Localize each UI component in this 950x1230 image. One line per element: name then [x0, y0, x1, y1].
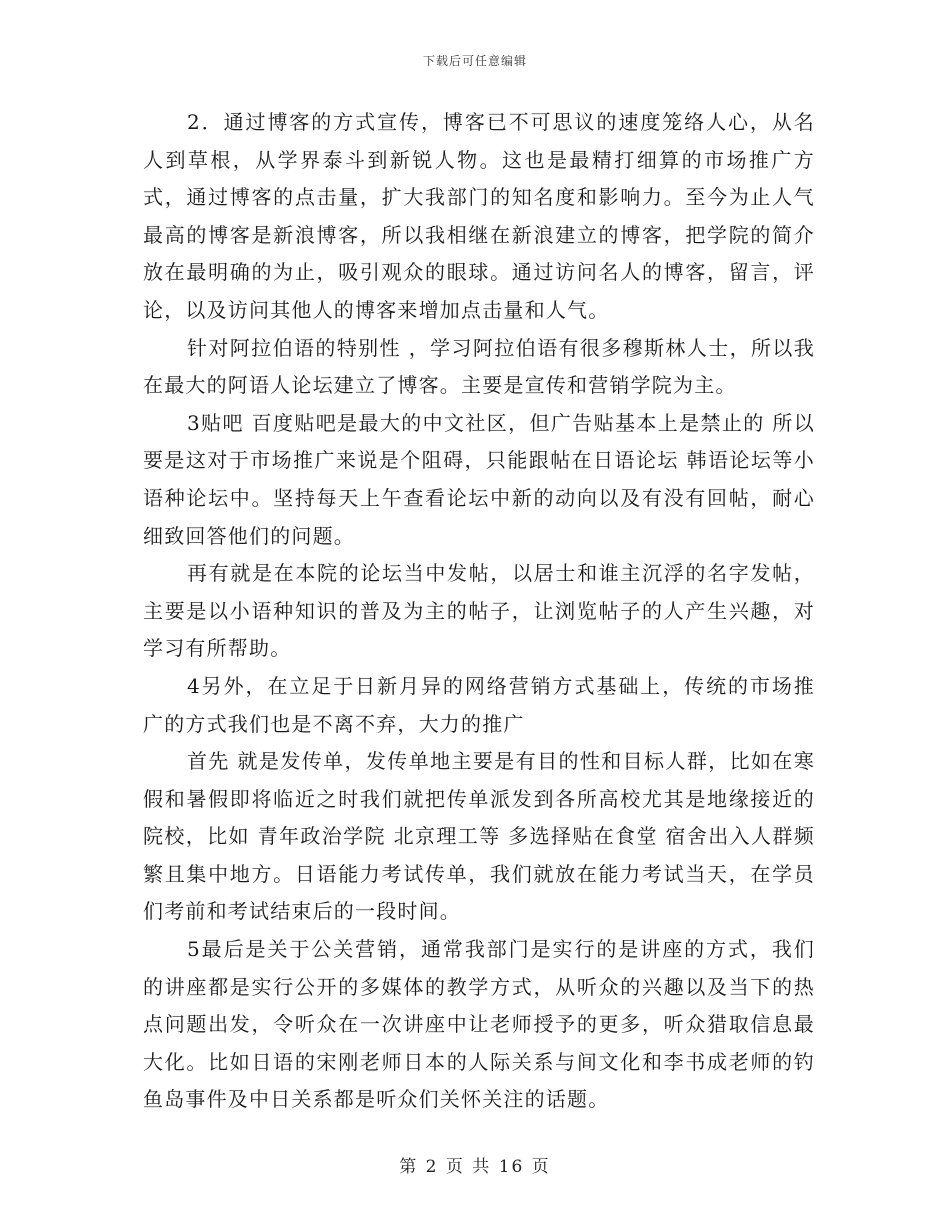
page-header: 下载后可任意编辑 — [422, 54, 527, 68]
paragraph-pr-lectures: 5最后是关于公关营销，通常我部门是实行的是讲座的方式，我们的讲座都是实行公开的多媒体的教学方式，从听众的兴趣以及当下的热点问题出发，令听众在一次讲座中让老师授予的更多，听众猎取信息最大化。比如日语的宋刚老师日本的人际关系与间文化和李书成老师的钓鱼岛事件及中日关系都是听众们关怀关注的话题。 — [143, 937, 815, 1112]
paragraph-arabic-forum: 针对阿拉伯语的特别性 ，学习阿拉伯语有很多穆斯林人士，所以我在最大的阿语人论坛建立了博客。主要是宣传和营销学院为主。 — [143, 335, 815, 398]
paragraph-flyers: 首先 就是发传单，发传单地主要是有目的性和目标人群，比如在寒假和暑假即将临近之时我们就把传单派发到各所高校尤其是地缘接近的院校，比如 青年政治学院 北京理工等 多选择贴在食堂 宿舍出入人群频繁且集中地方。日语能力考试传单，我们就放在能力考试当天，在学员们考前和考试结束后的一段时间。 — [143, 749, 815, 924]
paragraph-blog-promotion: 2．通过博客的方式宣传，博客已不可思议的速度笼络人心，从名人到草根，从学界泰斗到新锐人物。这也是最精打细算的市场推广方式，通过博客的点击量，扩大我部门的知名度和影响力。至今为止人气最高的博客是新浪博客，所以我相继在新浪建立的博客，把学院的简介放在最明确的为止，吸引观众的眼球。通过访问名人的博客，留言，评论，以及访问其他人的博客来增加点击量和人气。 — [143, 110, 815, 322]
document-body — [143, 104, 815, 1119]
paragraph-traditional-promotion: 4另外，在立足于日新月异的网络营销方式基础上，传统的市场推广的方式我们也是不离不弃，大力的推广 — [143, 673, 815, 736]
paragraph-campus-forum: 再有就是在本院的论坛当中发帖，以居士和谁主沉浮的名字发帖，主要是以小语种知识的普及为主的帖子，让浏览帖子的人产生兴趣，对学习有所帮助。 — [143, 561, 815, 661]
paragraph-tieba: 3贴吧 百度贴吧是最大的中文社区，但广告贴基本上是禁止的 所以要是这对于市场推广来说是个阻碍，只能跟帖在日语论坛 韩语论坛等小语种论坛中。坚持每天上午查看论坛中新的动向以及有没有回帖，耐心细致回答他们的问题。 — [143, 410, 815, 548]
page-number: 第 2 页 共 16 页 — [399, 1157, 551, 1177]
